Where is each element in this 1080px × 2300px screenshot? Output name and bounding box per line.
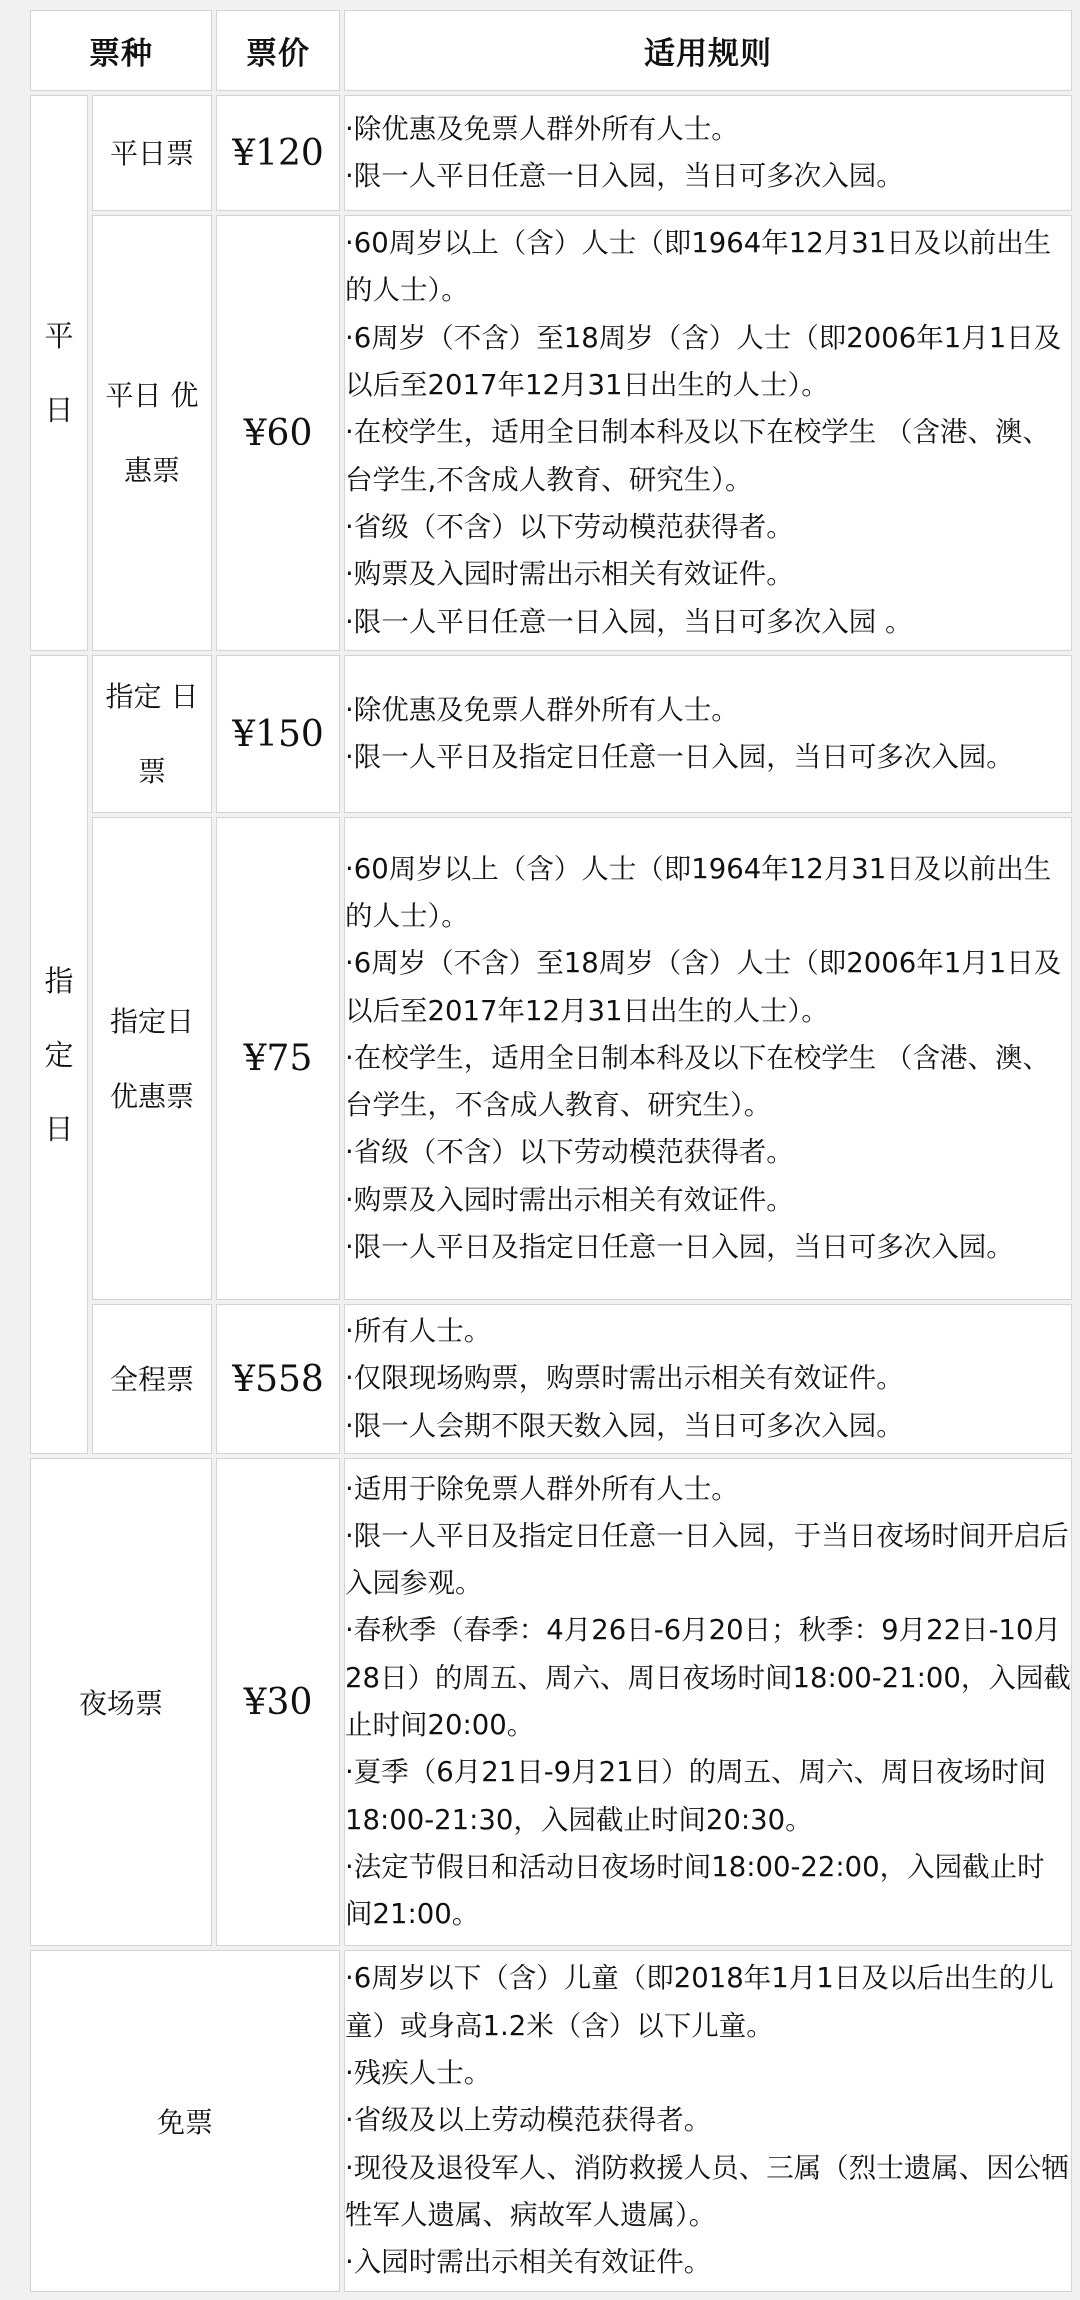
group-label-char: 日 [44,1111,74,1146]
rule-line: ·60周岁以上（含）人士（即1964年12月31日及以前出生的人士）。 [345,227,1052,307]
ticket-type-night: 夜场票 [30,1458,212,1946]
rule-line: ·除优惠及免票人群外所有人士。 [345,112,739,145]
ticket-type-weekday-discount [92,215,212,651]
table-row-night [30,1458,1072,1946]
ticket-type-line: 优惠票 [123,379,199,487]
rule-line: ·6周岁以下（含）儿童（即2018年1月1日及以后出生的儿童）或身高1.2米（含）以下儿童。 [345,1962,1054,2042]
ticket-price-designated-discount: ¥75 [216,817,340,1300]
rule-line: ·限一人会期不限天数入园，当日可多次入园。 [345,1409,904,1442]
rule-line: ·限一人平日及指定日任意一日入园，当日可多次入园。 [345,741,1014,773]
ticket-type-designated-regular [92,655,212,813]
rule-line: ·除优惠及免票人群外所有人士。 [345,693,739,726]
rule-line: ·6周岁（不含）至18周岁（含）人士（即2006年1月1日及以后至2017年12月31日出生的人士）。 [345,321,1062,402]
group-label-char: 平 [44,319,74,353]
ticket-type-free: 免票 [30,1950,340,2292]
ticket-price-weekday-discount: ¥60 [216,215,340,651]
ticket-price-weekday-regular: ¥120 [216,95,340,211]
rule-line: ·省级（不含）以下劳动模范获得者。 [345,1136,794,1169]
rule-line: ·现役及退役军人、消防救援人员、三属（烈士遗属、因公牺牲军人遗属、病故军人遗属）。 [345,2151,1069,2231]
table-row-designated-discount [30,817,1072,1300]
ticket-rules-weekday-discount [344,215,1072,651]
rule-line: ·省级及以上劳动模范获得者。 [345,2104,712,2137]
group-label-char: 指 [44,963,74,998]
rule-line: ·购票及入园时需出示相关有效证件。 [345,558,794,591]
table-row-weekday-discount [30,215,1072,651]
rule-line: ·省级（不含）以下劳动模范获得者。 [345,510,794,543]
ticket-type-line: 指定 [105,680,162,713]
ticket-type-line: 日票 [137,680,199,788]
header-ticket-type: 票种 [30,10,212,91]
ticket-rules-free [344,1950,1072,2292]
ticket-rules-night [344,1458,1072,1946]
table-row-designated-full [30,1304,1072,1454]
ticket-rules-full-pass [344,1304,1072,1454]
group-label-char: 定 [44,1037,74,1072]
ticket-type-weekday-regular: 平日票 [92,95,212,211]
ticket-type-designated-discount [92,817,212,1300]
ticket-price-designated-regular: ¥150 [216,655,340,813]
ticket-rules-weekday-regular [344,95,1072,211]
rule-line: ·春秋季（春季：4月26日-6月20日；秋季：9月22日-10月28日）的周五、周六、周日夜场时间18:00-21:00，入园截止时间20:00。 [345,1614,1071,1741]
group-label-weekday [30,95,88,651]
rule-line: ·60周岁以上（含）人士（即1964年12月31日及以前出生的人士）。 [345,852,1052,932]
group-label-designated [30,655,88,1454]
table-row-weekday-regular [30,95,1072,211]
rule-line: ·在校学生，适用全日制本科及以下在校学生 （含港、澳、台学生,不含成人教育、研究生）。 [345,416,1050,496]
table-row-free [30,1950,1072,2292]
rule-line: ·限一人平日及指定日任意一日入园，当日可多次入园。 [345,1231,1014,1264]
rule-line: ·入园时需出示相关有效证件。 [345,2246,712,2279]
rule-line: ·6周岁（不含）至18周岁（含）人士（即2006年1月1日及以后至2017年12月31日出生的人士）。 [345,947,1062,1027]
header-ticket-price: 票价 [216,10,340,91]
ticket-type-full-pass: 全程票 [92,1304,212,1454]
ticket-price-full-pass: ¥558 [216,1304,340,1454]
table-header-row [30,10,1072,91]
rule-line: ·限一人平日及指定日任意一日入园，于当日夜场时间开启后入园参观。 [345,1519,1069,1600]
rule-line: ·限一人平日任意一日入园，当日可多次入园 。 [345,605,913,638]
header-rules: 适用规则 [344,10,1072,91]
rule-line: ·适用于除免票人群外所有人士。 [345,1472,739,1505]
rule-line: ·在校学生，适用全日制本科及以下在校学生 （含港、澳、台学生，不含成人教育、研究生）。 [345,1041,1050,1122]
rule-line: ·仅限现场购票，购票时需出示相关有效证件。 [345,1362,904,1395]
ticket-type-line: 指定日 [109,1004,194,1038]
ticket-rules-designated-regular [344,655,1072,813]
rule-line: ·所有人士。 [345,1315,492,1348]
rule-line: ·限一人平日任意一日入园，当日可多次入园。 [345,160,904,192]
rule-line: ·法定节假日和活动日夜场时间18:00-22:00，入园截止时间21:00。 [345,1850,1045,1931]
ticket-type-line: 优惠票 [109,1079,194,1113]
ticket-price-night: ¥30 [216,1458,340,1946]
rule-line: ·夏季（6月21日-9月21日）的周五、周六、周日夜场时间18:00-21:30，入园截止时间20:30。 [345,1756,1047,1836]
table-row-designated-regular [30,655,1072,813]
ticket-rules-designated-discount [344,817,1072,1300]
ticket-price-table [26,6,1076,2296]
rule-line: ·残疾人士。 [345,2057,492,2090]
rule-line: ·购票及入园时需出示相关有效证件。 [345,1183,794,1216]
ticket-type-line: 平日 [105,379,162,412]
group-label-char: 日 [44,393,74,427]
